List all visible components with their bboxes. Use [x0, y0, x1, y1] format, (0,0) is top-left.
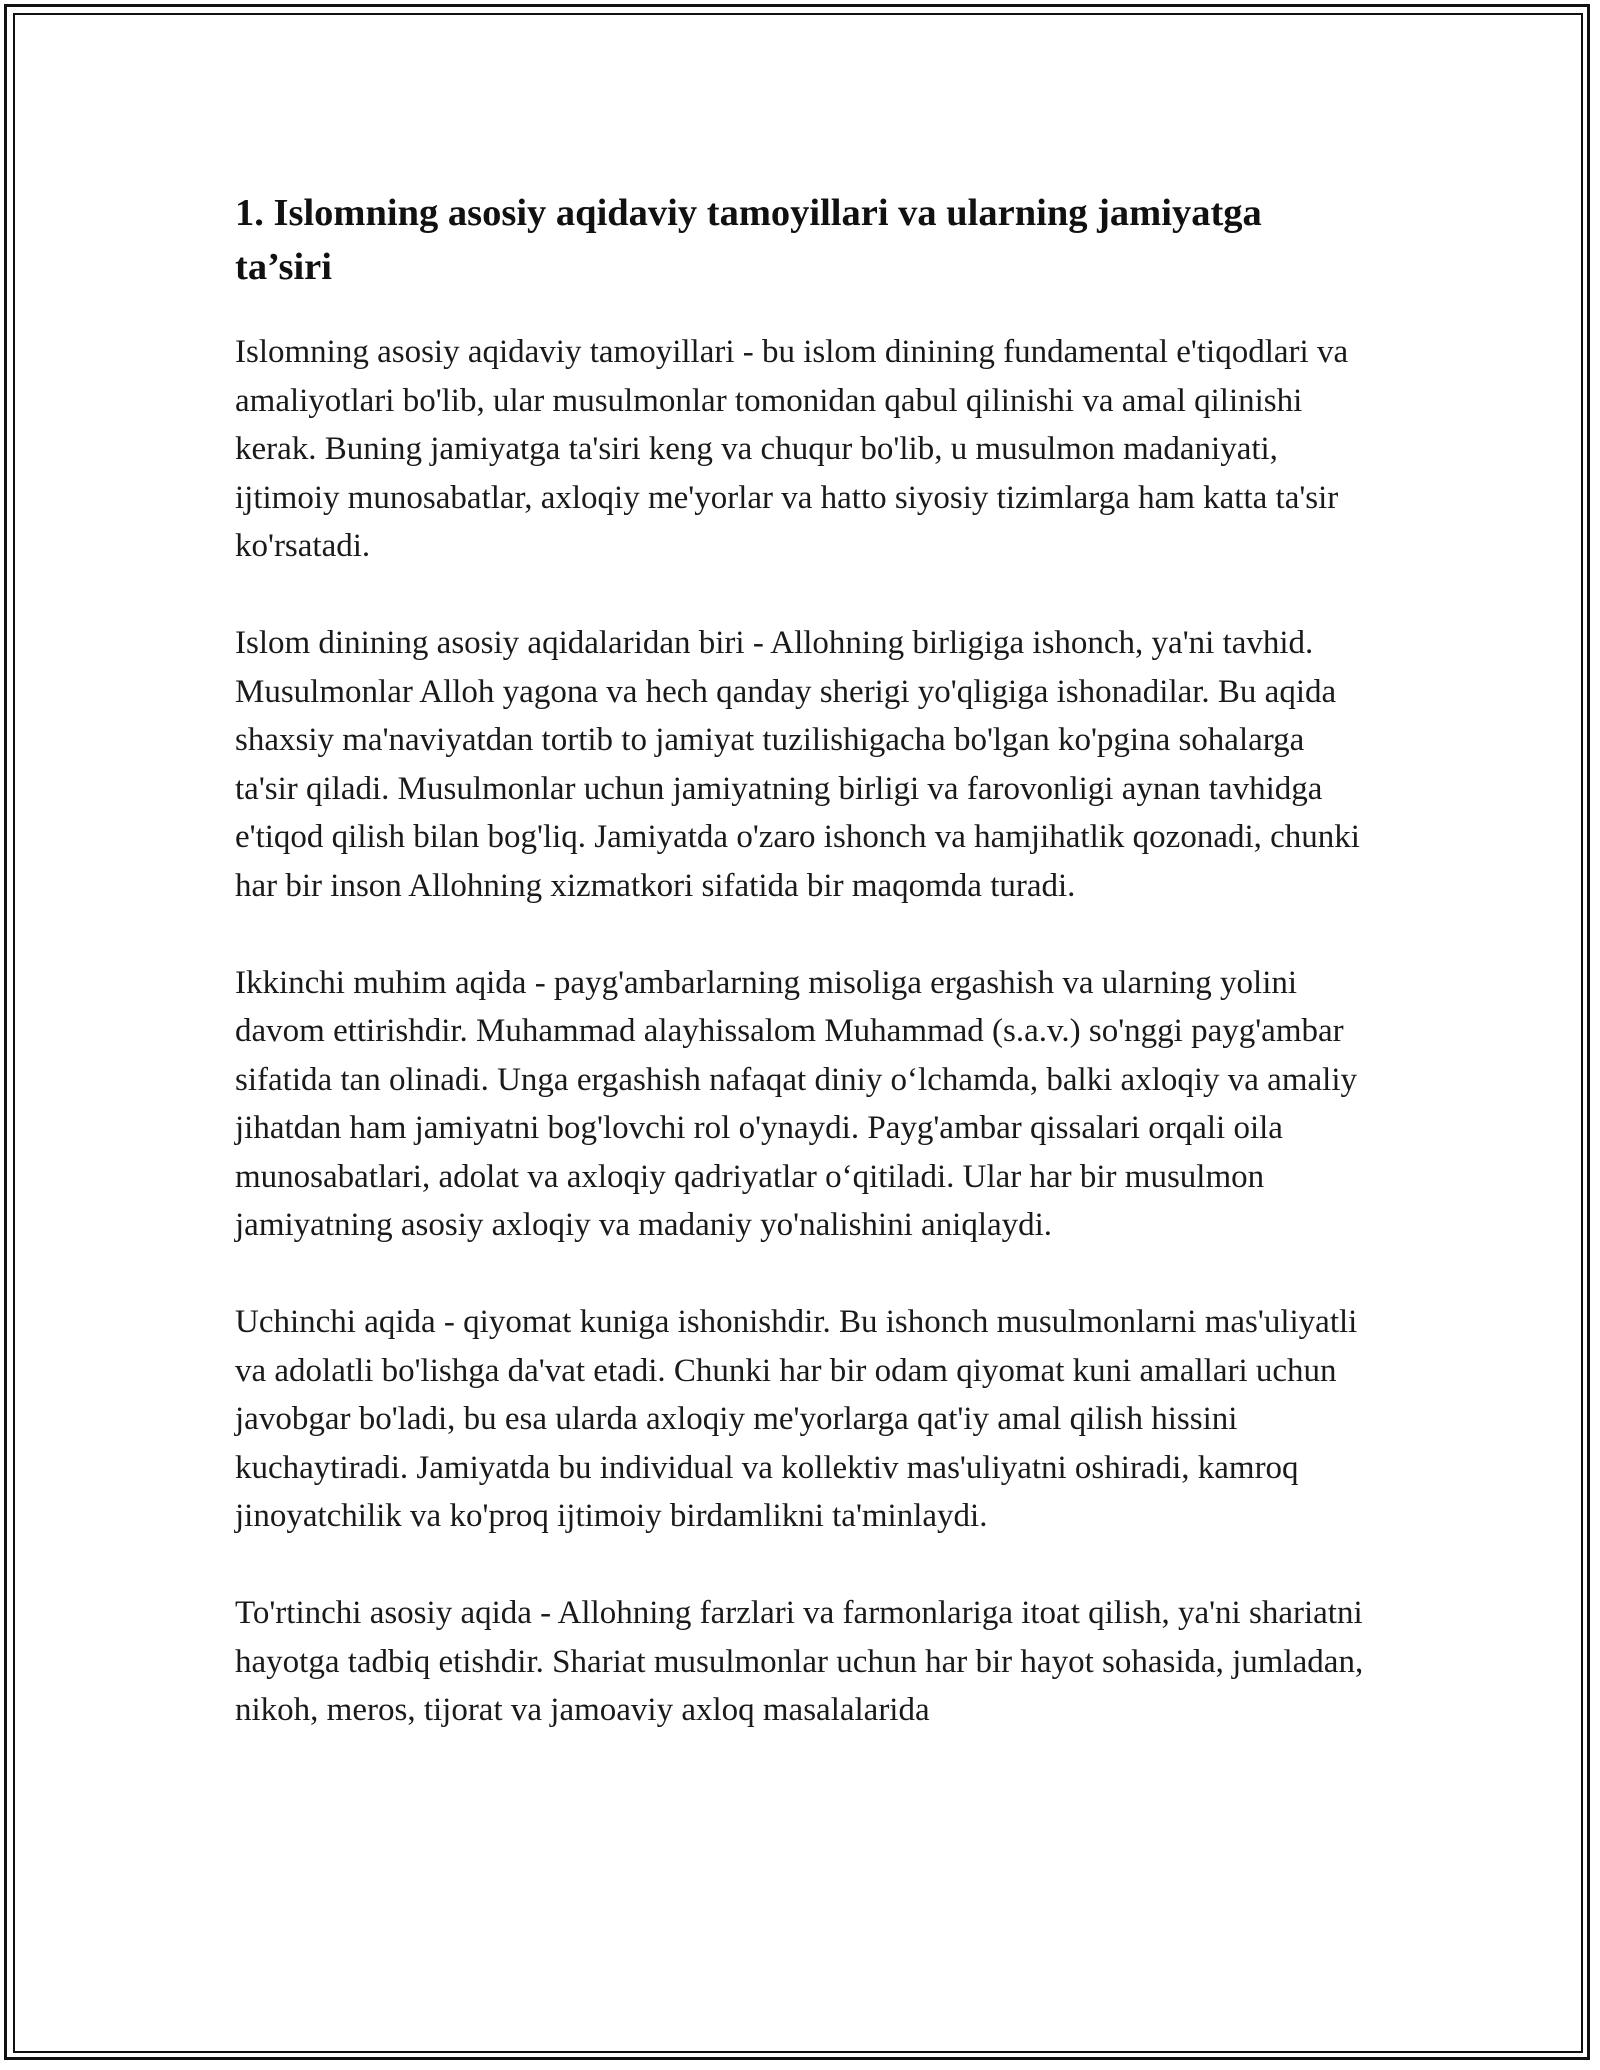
- paragraph-prophets: Ikkinchi muhim aqida - payg'ambarlarning misoliga ergashish va ularning yolini davom ettirishdir. Muhammad alayhissalom Muhammad (s.a.v.) so'nggi payg'ambar sifatida tan olinadi. Unga ergashish nafaqat diniy o‘lchamda, balki axloqiy va amaliy jihatdan ham jamiyatni bog'lovchi rol o'ynaydi. Payg'ambar qissalari orqali oila munosabatlari, adolat va axloqiy qadriyatlar o‘qitiladi. Ular har bir musulmon jamiyatning asosiy axloqiy va madaniy yo'nalishini aniqlaydi.: [235, 964, 1357, 1243]
- paragraph-tavhid: Islom dinining asosiy aqidalaridan biri - Allohning birligiga ishonch, ya'ni tavhid. Musulmonlar Alloh yagona va hech qanday sherigi yo'qligiga ishonadilar. Bu aqida shaxsiy ma'naviyatdan tortib to jamiyat tuzilishigacha bo'lgan ko'pgina sohalarga ta'sir qiladi. Musulmonlar uchun jamiyatning birligi va farovonligi aynan tavhidga e'tiqod qilish bilan bog'liq. Jamiyatda o'zaro ishonch va hamjihatlik qozonadi, chunki har bir inson Allohning xizmatkori sifatida bir maqomda turadi.: [235, 625, 1360, 904]
- section-heading: 1. Islomning asosiy aqidaviy tamoyillari va ularning jamiyatga ta’siri: [235, 192, 1262, 288]
- document-body: [235, 186, 1365, 1783]
- paragraph-intro: Islomning asosiy aqidaviy tamoyillari - bu islom dinining fundamental e'tiqodlari va amaliyotlari bo'lib, ular musulmonlar tomonidan qabul qilinishi va amal qilinishi kerak. Buning jamiyatga ta'siri keng va chuqur bo'lib, u musulmon madaniyati, ijtimoiy munosabatlar, axloqiy me'yorlar va hatto siyosiy tizimlarga ham katta ta'sir ko'rsatadi.: [235, 334, 1349, 564]
- paragraph-judgment-day: Uchinchi aqida - qiyomat kuniga ishonishdir. Bu ishonch musulmonlarni mas'uliyatli va adolatli bo'lishga da'vat etadi. Chunki har bir odam qiyomat kuni amallari uchun javobgar bo'ladi, bu esa ularda axloqiy me'yorlarga qat'iy amal qilish hissini kuchaytiradi. Jamiyatda bu individual va kollektiv mas'uliyatni oshiradi, kamroq jinoyatchilik va ko'proq ijtimoiy birdamlikni ta'minlaydi.: [235, 1304, 1358, 1534]
- paragraph-sharia: To'rtinchi asosiy aqida - Allohning farzlari va farmonlariga itoat qilish, ya'ni shariatni hayotga tadbiq etishdir. Shariat musulmonlar uchun har bir hayot sohasida, jumladan, nikoh, meros, tijorat va jamoaviy axloq masalalarida: [235, 1595, 1364, 1728]
